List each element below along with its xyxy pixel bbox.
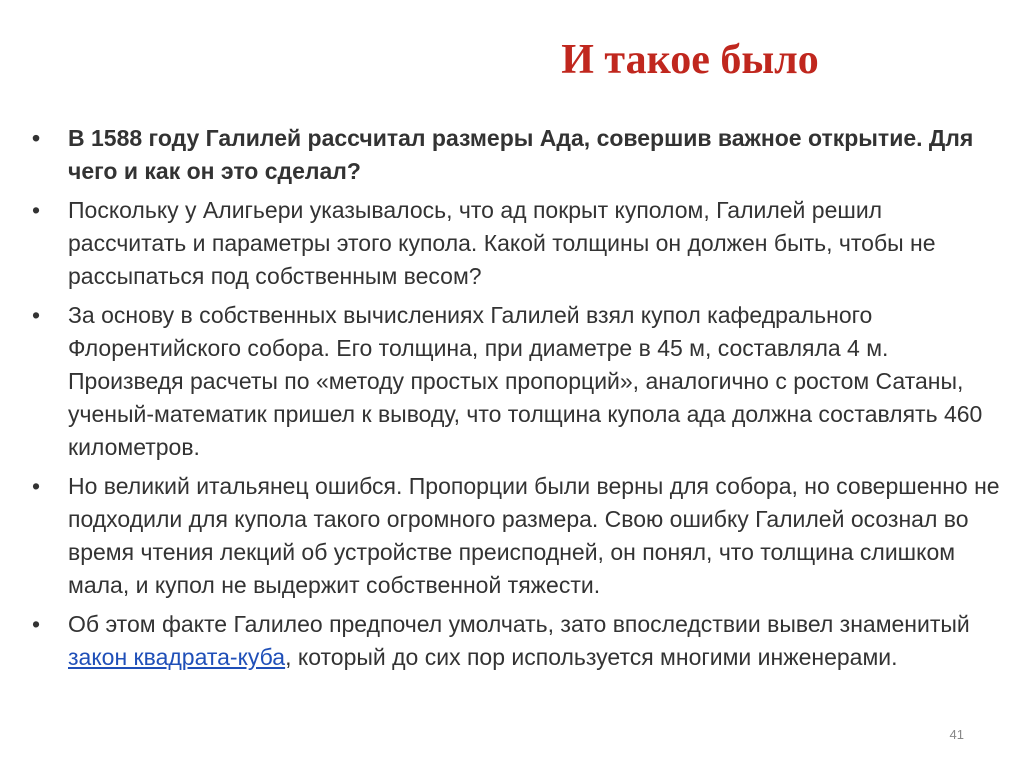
list-item [30, 470, 1000, 602]
list-item [30, 608, 1000, 674]
list-item-text-after: , который до сих пор используется многими инженерами. [285, 644, 898, 670]
slide-title: И такое было [561, 37, 819, 83]
list-item-text: Но великий итальянец ошибся. Пропорции были верны для собора, но совершенно не подходили для купола такого огромного размера. Свою ошибку Галилей осознал во время чтения лекций об устройстве преисподней, он понял, что толщина слишком мала, и купол не выдержит собственной тяжести. [68, 473, 1000, 598]
bullet-icon: • [32, 302, 41, 328]
square-cube-law-link[interactable]: закон квадрата-куба [68, 644, 286, 670]
page-number: 41 [949, 727, 964, 742]
list-item-text: За основу в собственных вычислениях Галилей взял купол кафедрального Флорентийского собора. Его толщина, при диаметре в 45 м, составляла 4 м. Произведя расчеты по «методу простых пропорций», аналогично с ростом Сатаны, ученый-математик пришел к выводу, что толщина купола ада должна составлять 460 километров. [68, 302, 983, 460]
bullet-icon: • [32, 197, 41, 223]
bullet-icon: • [32, 611, 41, 637]
list-item [30, 194, 1000, 293]
bullet-icon: • [32, 125, 41, 151]
list-item-text-before: Об этом факте Галилео предпочел умолчать, зато впоследствии вывел знаменитый [68, 611, 970, 637]
bullet-icon: • [32, 473, 41, 499]
list-item-text: Поскольку у Алигьери указывалось, что ад покрыт куполом, Галилей решил рассчитать и параметры этого купола. Какой толщины он должен быть, чтобы не рассыпаться под собственным весом? [68, 197, 936, 289]
bullet-list [30, 122, 1000, 680]
list-item [30, 299, 1000, 464]
list-item [30, 122, 1000, 188]
list-item-text: В 1588 году Галилей рассчитал размеры Ада, совершив важное открытие. Для чего и как он это сделал? [68, 125, 974, 184]
